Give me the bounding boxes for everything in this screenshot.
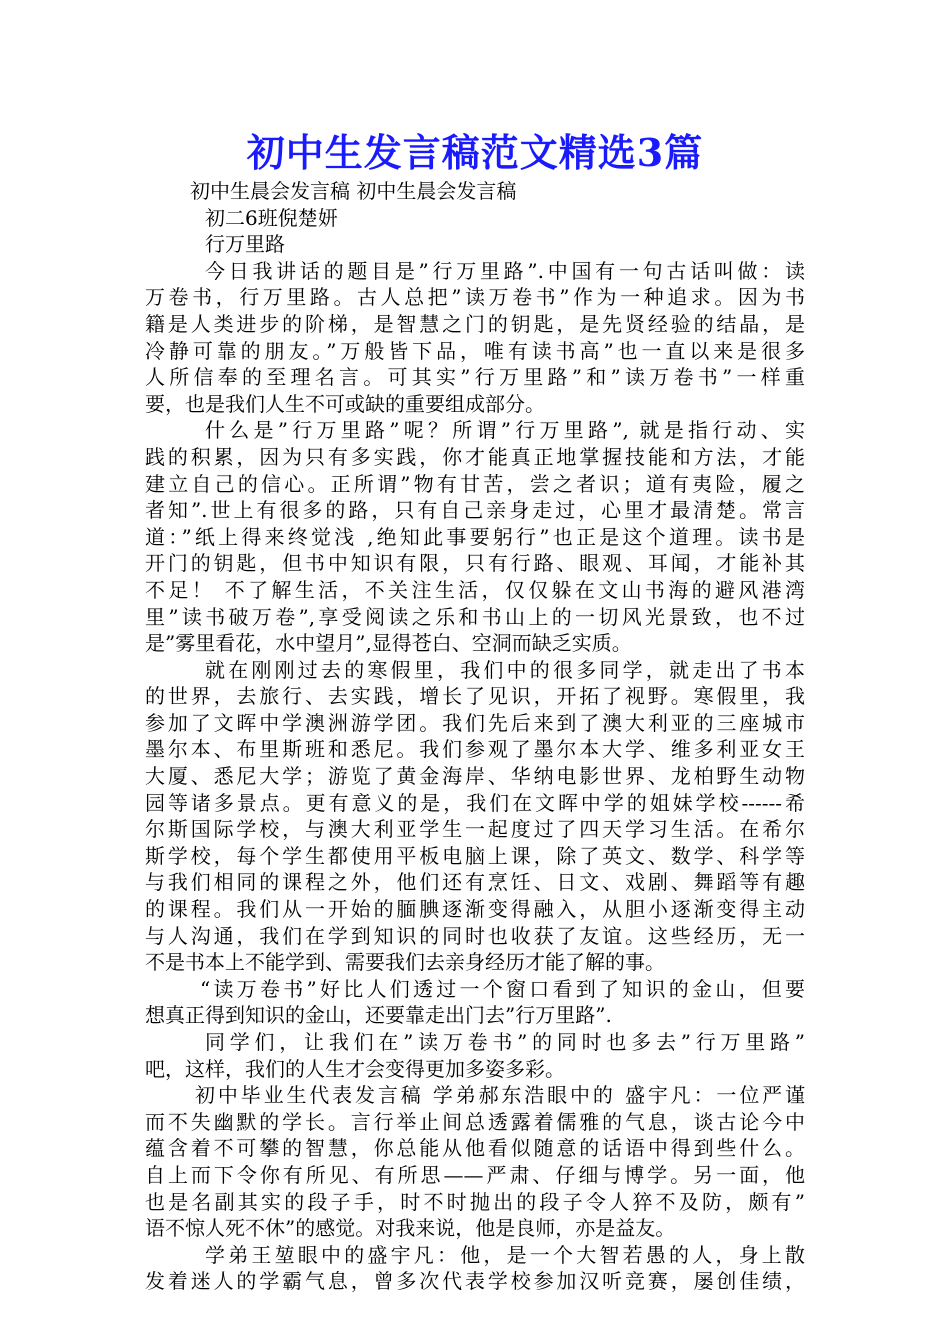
text-line: 同学们，让我们在”读万卷书”的同时也多去”行万里路” — [205, 1030, 805, 1054]
text-line: 者知”.世上有很多的路，只有自己亲身走过，心里才最清楚。常言 — [145, 498, 805, 523]
text-line: 大厦、悉尼大学；游览了黄金海岸、华纳电影世界、龙柏野生动物 — [145, 764, 805, 789]
text-line: 语不惊人死不休”的感觉。对我来说，他是良师，亦是益友。 — [145, 1216, 676, 1241]
text-line: 初中生晨会发言稿 初中生晨会发言稿 — [190, 179, 517, 203]
text-line: 与人沟通，我们在学到知识的同时也收获了友谊。这些经历，无一 — [145, 923, 805, 948]
text-line: 里”读书破万卷”,享受阅读之乐和书山上的一切风光景致，也不过 — [145, 604, 805, 629]
text-line: 不足！ 不了解生活，不关注生活，仅仅躲在文山书海的避风港湾 — [145, 577, 805, 602]
text-line: 践的积累，因为只有多实践，你才能真正地掌握技能和方法，才能 — [145, 444, 805, 469]
text-line: 籍是人类进步的阶梯，是智慧之门的钥匙，是先贤经验的结晶，是 — [145, 311, 805, 336]
text-line: 斯学校，每个学生都使用平板电脑上课，除了英文、数学、科学等 — [145, 843, 805, 868]
text-line: 冷静可靠的朋友。”万般皆下品，唯有读书高”也一直以来是很多 — [145, 338, 805, 363]
document-title: 初中生发言稿范文精选3篇 — [246, 130, 704, 175]
text-line: 墨尔本、布里斯班和悉尼。我们参观了墨尔本大学、维多利亚女王 — [145, 737, 805, 762]
text-line: 与我们相同的课程之外，他们还有烹饪、日文、戏剧、舞蹈等有趣 — [145, 870, 805, 895]
text-line: 也是名副其实的段子手，时不时抛出的段子令人猝不及防，颇有” — [145, 1189, 805, 1214]
text-line: 参加了文晖中学澳洲游学团。我们先后来到了澳大利亚的三座城市 — [145, 710, 805, 735]
text-line: 蕴含着不可攀的智慧，你总能从他看似随意的话语中得到些什么。 — [145, 1136, 805, 1161]
text-line: 的世界，去旅行、去实践，增长了见识，开拓了视野。寒假里，我 — [145, 684, 805, 709]
text-line: 是”雾里看花，水中望月”,显得苍白、空洞而缺乏实质。 — [145, 631, 632, 656]
text-line: 万卷书，行万里路。古人总把”读万卷书”作为一种追求。因为书 — [145, 285, 805, 310]
text-line: 行万里路 — [205, 232, 285, 257]
text-line: 什么是”行万里路”呢？所谓”行万里路”, 就是指行动、实 — [205, 418, 805, 443]
text-line: 吧，这样，我们的人生才会变得更加多姿多彩。 — [145, 1056, 565, 1081]
text-line: 开门的钥匙，但书中知识有限，只有行路、眼观、耳闻，才能补其 — [145, 551, 805, 576]
text-line: 建立自己的信心。正所谓”物有甘苦，尝之者识；道有夷险，履之 — [145, 471, 805, 496]
text-line: 今日我讲话的题目是”行万里路”.中国有一句古话叫做：读 — [205, 258, 805, 283]
text-line: 道：”纸上得来终觉浅 ,绝知此事要躬行”也正是这个道理。读书是 — [145, 524, 805, 549]
document-body — [145, 178, 805, 1295]
text-line: 初二6班倪楚妍 — [205, 205, 338, 230]
text-line: 不是书本上不能学到、需要我们去亲身经历才能了解的事。 — [145, 950, 665, 975]
text-line: 自上而下令你有所见、有所思——严肃、仔细与博学。另一面，他 — [145, 1162, 805, 1187]
text-line: 发着迷人的学霸气息，曾多次代表学校参加汉听竞赛，屡创佳绩， — [145, 1269, 805, 1294]
text-line: 人所信奉的至理名言。可其实”行万里路”和”读万卷书”一样重 — [145, 365, 805, 390]
text-line: 学弟王堃眼中的盛宇凡：他，是一个大智若愚的人，身上散 — [205, 1242, 805, 1267]
text-line: 尔斯国际学校，与澳大利亚学生一起度过了四天学习生活。在希尔 — [145, 817, 805, 842]
text-line: 的课程。我们从一开始的腼腆逐渐变得融入，从胆小逐渐变得主动 — [145, 897, 805, 922]
text-line: 而不失幽默的学长。言行举止间总透露着儒雅的气息，谈古论今中 — [145, 1109, 805, 1134]
text-line: “读万卷书”好比人们透过一个窗口看到了知识的金山，但要 — [200, 976, 805, 1001]
text-line: 要，也是我们人生不可或缺的重要组成部分。 — [145, 391, 545, 416]
text-line: 园等诸多景点。更有意义的是，我们在文晖中学的姐妹学校------希 — [145, 790, 805, 815]
text-line: 就在刚刚过去的寒假里，我们中的很多同学，就走出了书本 — [205, 657, 805, 682]
text-line: 想真正得到知识的金山，还要靠走出门去”行万里路”. — [145, 1003, 612, 1028]
text-line: 初中毕业生代表发言稿 学弟郝东浩眼中的 盛宇凡：一位严谨 — [195, 1083, 805, 1108]
